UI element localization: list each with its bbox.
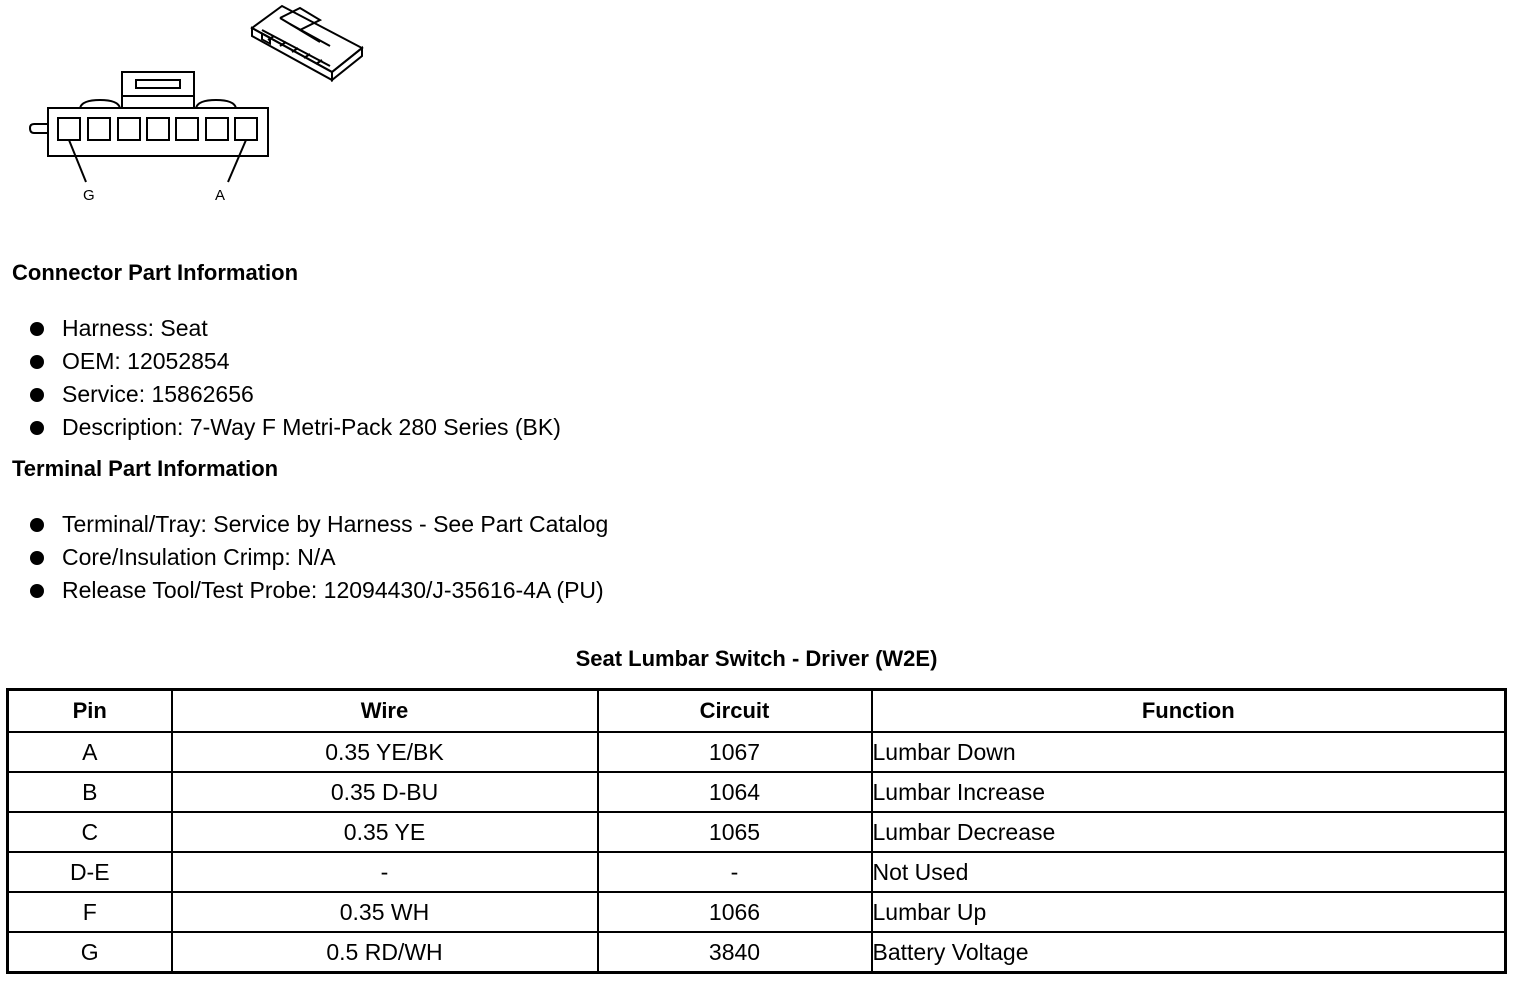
pin-cavities — [58, 118, 257, 140]
pin-cell: D-E — [8, 852, 172, 892]
wire-cell: 0.35 YE — [172, 812, 598, 852]
table-row — [8, 732, 1506, 772]
pin-label-g: G — [83, 187, 95, 204]
bullet-icon — [30, 551, 44, 565]
circuit-cell: 1067 — [598, 732, 872, 772]
pin-cell: B — [8, 772, 172, 812]
bullet-icon — [30, 322, 44, 336]
pin-label-a: A — [215, 187, 226, 204]
table-row — [8, 932, 1506, 973]
connector-section-title: Connector Part Information — [12, 260, 299, 285]
leader-line-a — [228, 140, 246, 182]
pin-cell: F — [8, 892, 172, 932]
list-item: Description: 7-Way F Metri-Pack 280 Series (BK) — [28, 411, 561, 444]
connector-3d-view — [252, 6, 362, 80]
function-cell: Lumbar Decrease — [872, 812, 1506, 852]
circuit-cell: 1065 — [598, 812, 872, 852]
circuit-cell: 1066 — [598, 892, 872, 932]
pin-cell: C — [8, 812, 172, 852]
list-item: Core/Insulation Crimp: N/A — [28, 541, 608, 574]
function-cell: Lumbar Up — [872, 892, 1506, 932]
connector-front-view — [30, 72, 268, 156]
wire-cell: 0.35 D-BU — [172, 772, 598, 812]
column-header-function: Function — [872, 690, 1506, 733]
bullet-icon — [30, 355, 44, 369]
function-cell: Battery Voltage — [872, 932, 1506, 973]
leader-line-g — [69, 140, 86, 182]
bullet-icon — [30, 518, 44, 532]
bullet-icon — [30, 421, 44, 435]
list-item: OEM: 12052854 — [28, 345, 561, 378]
function-cell: Lumbar Increase — [872, 772, 1506, 812]
pin-cell: G — [8, 932, 172, 973]
pinout-table — [6, 688, 1507, 974]
list-item: Harness: Seat — [28, 312, 561, 345]
table-row — [8, 772, 1506, 812]
table-row — [8, 852, 1506, 892]
list-item: Terminal/Tray: Service by Harness - See Part Catalog — [28, 508, 608, 541]
column-header-circuit: Circuit — [598, 690, 872, 733]
circuit-cell: 1064 — [598, 772, 872, 812]
connector-diagram — [0, 0, 380, 215]
terminal-info-list — [28, 508, 608, 607]
connector-info-list — [28, 312, 561, 444]
wire-cell: 0.35 WH — [172, 892, 598, 932]
column-header-wire: Wire — [172, 690, 598, 733]
list-item: Release Tool/Test Probe: 12094430/J-35616-4A (PU) — [28, 574, 608, 607]
bullet-icon — [30, 388, 44, 402]
function-cell: Not Used — [872, 852, 1506, 892]
table-row — [8, 892, 1506, 932]
bullet-icon — [30, 584, 44, 598]
wire-cell: 0.35 YE/BK — [172, 732, 598, 772]
column-header-pin: Pin — [8, 690, 172, 733]
function-cell: Lumbar Down — [872, 732, 1506, 772]
table-title: Seat Lumbar Switch - Driver (W2E) — [575, 646, 938, 671]
wire-cell: 0.5 RD/WH — [172, 932, 598, 973]
list-item: Service: 15862656 — [28, 378, 561, 411]
circuit-cell: - — [598, 852, 872, 892]
wire-cell: - — [172, 852, 598, 892]
circuit-cell: 3840 — [598, 932, 872, 973]
pin-cell: A — [8, 732, 172, 772]
table-row — [8, 812, 1506, 852]
table-header-row — [8, 690, 1506, 733]
terminal-section-title: Terminal Part Information — [12, 456, 279, 481]
